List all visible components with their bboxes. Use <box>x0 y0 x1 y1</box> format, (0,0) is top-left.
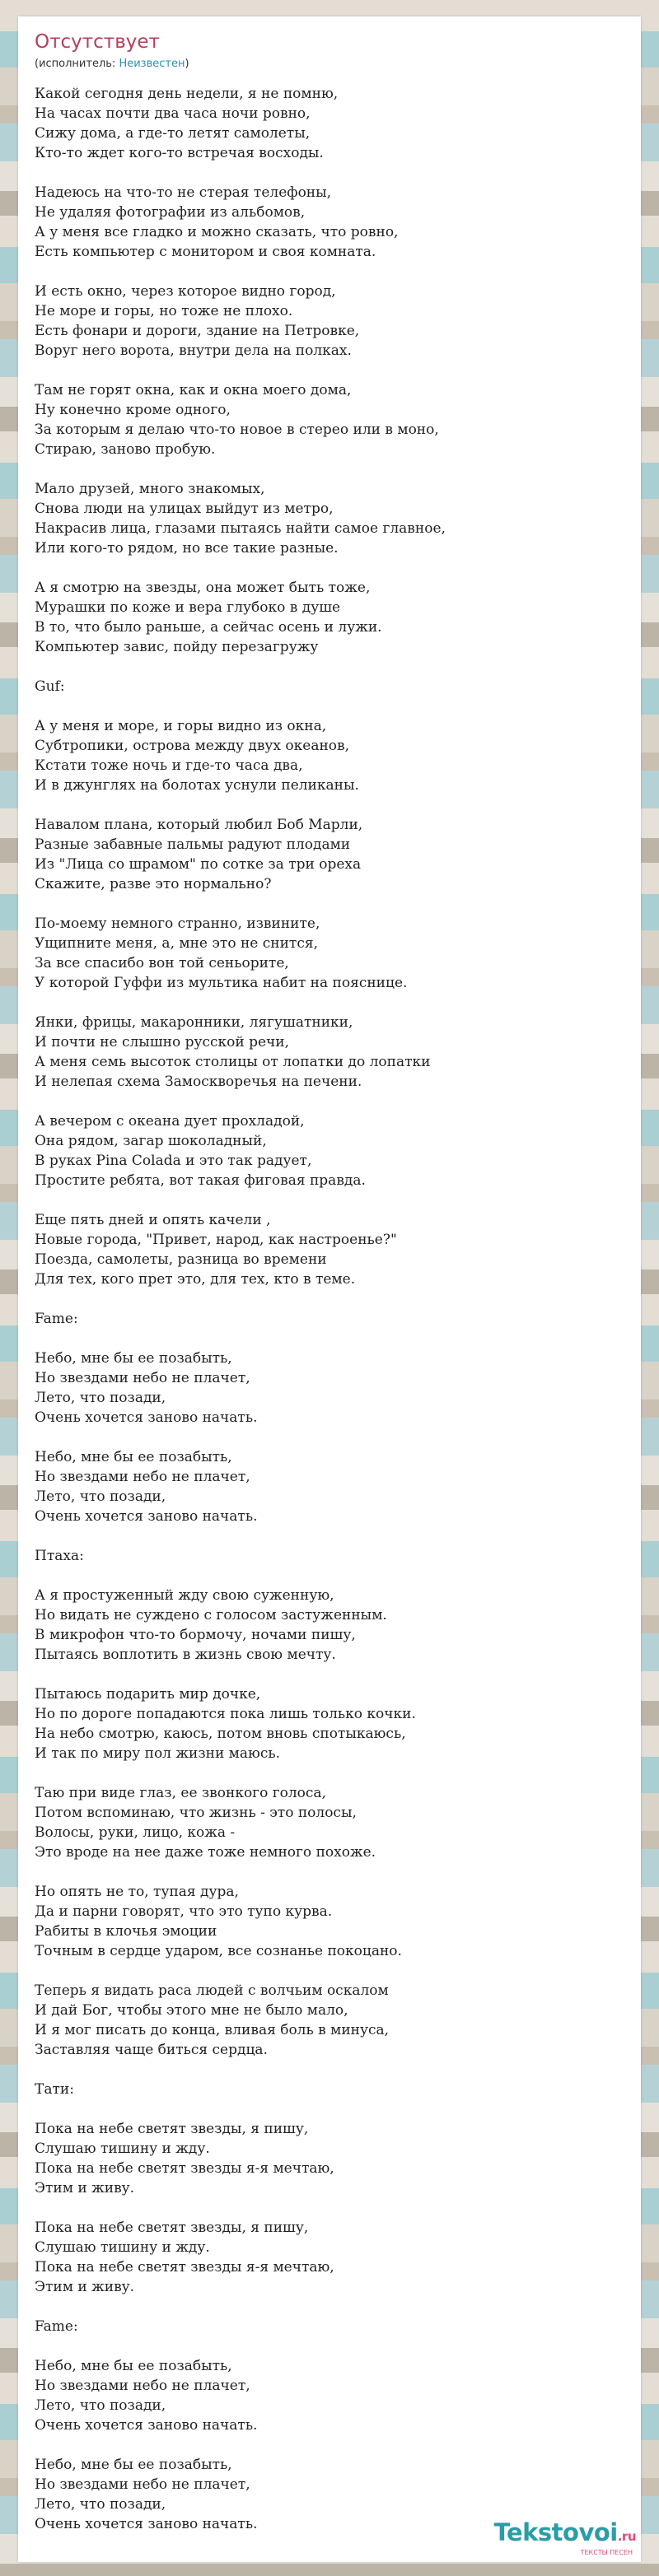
lyrics-line: Пока на небе светят звезды я-я мечтаю, <box>35 2259 334 2276</box>
lyrics-line: Лето, что позади, <box>35 2496 166 2513</box>
lyrics-line: На часах почти два часа ночи ровно, <box>35 105 311 122</box>
lyrics-stanza <box>35 2119 624 2198</box>
lyrics-line: Не удаляя фотографии из альбомов, <box>35 204 306 221</box>
logo-wordmark <box>494 2520 636 2549</box>
lyrics-line: Не море и горы, но тоже не плохо. <box>35 303 293 319</box>
lyrics-line: Накрасив лица, глазами пытаясь найти самое главное, <box>35 520 446 537</box>
lyrics-line: Потом вспоминаю, что жизнь - это полосы, <box>35 1805 357 1821</box>
lyrics-line: Да и парни говорят, что это тупо курва. <box>35 1903 333 1920</box>
logo-main-text: Tekstovoi <box>493 2518 618 2546</box>
artist-line <box>35 58 189 71</box>
lyrics-line: Есть фонари и дороги, здание на Петровке, <box>35 323 360 339</box>
lyrics-line: Очень хочется заново начать. <box>35 2516 258 2532</box>
lyrics-stanza <box>35 479 624 558</box>
lyrics-stanza <box>35 1349 624 1428</box>
lyrics-line: Волосы, руки, лицо, кожа - <box>35 1824 236 1841</box>
lyrics-line: Этим и живу. <box>35 2180 135 2196</box>
lyrics-line: Очень хочется заново начать. <box>35 2417 258 2434</box>
lyrics-line: Заставляя чаще биться сердца. <box>35 2042 268 2058</box>
artist-link[interactable]: Неизвестен <box>119 58 185 70</box>
logo-tagline: ТЕКСТЫ ПЕСЕН <box>580 2549 633 2556</box>
lyrics-line: Тати: <box>35 2081 74 2098</box>
lyrics-stanza <box>35 2218 624 2297</box>
lyrics-line: Из "Лица со шрамом" по сотке за три ореха <box>35 856 362 873</box>
lyrics-line: А меня семь высоток столицы от лопатки до лопатки <box>35 1054 431 1070</box>
lyrics-line: И так по миру пол жизни маюсь. <box>35 1745 281 1762</box>
lyrics-stanza <box>35 578 624 657</box>
lyrics-line: Пока на небе светят звезды я-я мечтаю, <box>35 2160 334 2177</box>
lyrics-body <box>35 84 624 2554</box>
lyrics-stanza <box>35 1546 624 1566</box>
lyrics-line: Сижу дома, а где-то летят самолеты, <box>35 125 311 142</box>
lyrics-line: И дай Бог, чтобы этого мне не было мало, <box>35 2002 348 2019</box>
lyrics-line: Воруг него ворота, внутри дела на полках. <box>35 342 352 359</box>
lyrics-line: Для тех, кого прет это, для тех, кто в теме. <box>35 1271 356 1288</box>
lyrics-stanza <box>35 183 624 262</box>
lyrics-line: В руках Pina Colada и это так радует, <box>35 1153 312 1169</box>
lyrics-line: Пока на небе светят звезды, я пишу, <box>35 2220 309 2236</box>
lyrics-line: Пока на небе светят звезды, я пишу, <box>35 2121 309 2137</box>
lyrics-stanza <box>35 1684 624 1763</box>
lyrics-line: Таю при виде глаз, ее звонкого голоса, <box>35 1785 326 1801</box>
lyrics-line: За все спасибо вон той сеньорите, <box>35 955 289 971</box>
lyrics-line: Ну конечно кроме одного, <box>35 402 231 418</box>
lyrics-line: Слушаю тишину и жду. <box>35 2239 210 2256</box>
lyrics-line: Лето, что позади, <box>35 1390 166 1406</box>
song-title: Отсутствует <box>35 31 160 53</box>
lyrics-stanza <box>35 1586 624 1665</box>
lyrics-line: Снова люди на улицах выйдут из метро, <box>35 501 334 517</box>
lyrics-line: Fame: <box>35 2318 78 2335</box>
lyrics-line: Точным в сердце ударом, все сознанье покоцано. <box>35 1943 402 1959</box>
lyrics-line: Надеюсь на что-то не стерая телефоны, <box>35 184 332 201</box>
lyrics-stanza <box>35 84 624 163</box>
lyrics-stanza <box>35 1210 624 1289</box>
lyrics-stanza <box>35 380 624 459</box>
lyrics-stanza <box>35 2356 624 2435</box>
lyrics-line: Поезда, самолеты, разница во времени <box>35 1251 327 1268</box>
artist-suffix: ) <box>185 58 189 70</box>
lyrics-line: Очень хочется заново начать. <box>35 1409 258 1426</box>
artist-prefix: (исполнитель: <box>35 58 119 70</box>
lyrics-line: Есть компьютер с монитором и своя комната. <box>35 244 376 260</box>
lyrics-line: Ущипните меня, а, мне это не снится, <box>35 935 318 952</box>
lyrics-line: Guf: <box>35 678 65 695</box>
lyrics-line: В то, что было раньше, а сейчас осень и лужи. <box>35 619 382 636</box>
lyrics-line: Но звездами небо не плачет, <box>35 2378 250 2394</box>
lyrics-stanza <box>35 677 624 696</box>
lyrics-stanza <box>35 716 624 795</box>
logo-tld: .ru <box>617 2529 636 2544</box>
lyrics-line: А вечером с океана дует прохладой, <box>35 1113 305 1130</box>
lyrics-line: Навалом плана, который любил Боб Марли, <box>35 817 363 833</box>
lyrics-line: Мало друзей, много знакомых, <box>35 481 265 497</box>
site-logo[interactable] <box>494 2520 636 2556</box>
lyrics-line: Очень хочется заново начать. <box>35 1508 258 1525</box>
lyrics-line: Лето, что позади, <box>35 1488 166 1505</box>
lyrics-line: Стираю, заново пробую. <box>35 441 216 458</box>
lyrics-line: Или кого-то рядом, но все такие разные. <box>35 540 339 557</box>
lyrics-card <box>18 16 641 2562</box>
lyrics-line: И нелепая схема Замоскворечья на печени. <box>35 1074 362 1090</box>
lyrics-line: Пытаюсь подарить мир дочке, <box>35 1686 261 1703</box>
lyrics-stanza <box>35 282 624 361</box>
lyrics-line: Лето, что позади, <box>35 2397 166 2414</box>
lyrics-line: Слушаю тишину и жду. <box>35 2140 210 2157</box>
lyrics-line: Теперь я видать раса людей с волчьим оскалом <box>35 1982 389 1999</box>
lyrics-line: И есть окно, через которое видно город, <box>35 283 336 300</box>
lyrics-line: Какой сегодня день недели, я не помню, <box>35 86 339 102</box>
lyrics-stanza <box>35 2317 624 2336</box>
lyrics-line: А я смотрю на звезды, она может быть тоже, <box>35 580 371 596</box>
lyrics-line: И в джунглях на болотах уснули пеликаны. <box>35 777 359 794</box>
lyrics-stanza <box>35 1013 624 1092</box>
lyrics-line: Компьютер завис, пойду перезагружу <box>35 639 319 655</box>
lyrics-line: На небо смотрю, каюсь, потом вновь спотыкаюсь, <box>35 1726 406 1742</box>
lyrics-stanza <box>35 1882 624 1961</box>
lyrics-line: Небо, мне бы ее позабыть, <box>35 2457 232 2473</box>
lyrics-line: Мурашки по коже и вера глубоко в душе <box>35 599 341 616</box>
lyrics-line: Но по дороге попадаются пока лишь только кочки. <box>35 1706 416 1722</box>
lyrics-line: Субтропики, острова между двух океанов, <box>35 738 350 754</box>
lyrics-line: По-моему немного странно, извините, <box>35 915 320 932</box>
lyrics-line: Но опять не то, тупая дура, <box>35 1884 239 1900</box>
lyrics-line: А у меня все гладко и можно сказать, что ровно, <box>35 224 399 240</box>
lyrics-line: Кто-то ждет кого-то встречая восходы. <box>35 145 324 161</box>
lyrics-stanza <box>35 815 624 894</box>
lyrics-stanza <box>35 1447 624 1526</box>
lyrics-line: Но звездами небо не плачет, <box>35 1370 250 1386</box>
lyrics-stanza <box>35 914 624 993</box>
lyrics-line: Скажите, разве это нормально? <box>35 876 272 892</box>
lyrics-line: Еще пять дней и опять качели , <box>35 1212 271 1228</box>
lyrics-line: Небо, мне бы ее позабыть, <box>35 1449 232 1465</box>
lyrics-line: Небо, мне бы ее позабыть, <box>35 2358 232 2374</box>
lyrics-line: Fame: <box>35 1311 78 1327</box>
lyrics-stanza <box>35 1111 624 1190</box>
lyrics-line: Это вроде на нее даже тоже немного похоже. <box>35 1844 376 1861</box>
lyrics-stanza <box>35 2080 624 2099</box>
lyrics-line: Простите ребята, вот такая фиговая правда. <box>35 1172 366 1189</box>
lyrics-line: А я простуженный жду свою суженную, <box>35 1587 334 1604</box>
lyrics-line: И я мог писать до конца, вливая боль в минуса, <box>35 2022 390 2038</box>
lyrics-line: И почти не слышно русской речи, <box>35 1034 290 1050</box>
lyrics-line: У которой Гуффи из мультика набит на пояснице. <box>35 975 408 991</box>
lyrics-line: Новые города, "Привет, народ, как настроенье?" <box>35 1232 397 1248</box>
lyrics-line: Она рядом, загар шоколадный, <box>35 1133 267 1149</box>
lyrics-line: В микрофон что-то бормочу, ночами пишу, <box>35 1627 356 1643</box>
lyrics-line: Рабиты в клочья эмоции <box>35 1923 217 1940</box>
lyrics-line: Но звездами небо не плачет, <box>35 1469 250 1485</box>
lyrics-line: Но видать не суждено с голосом застуженным. <box>35 1607 387 1623</box>
lyrics-line: Кстати тоже ночь и где-то часа два, <box>35 757 303 774</box>
lyrics-line: Этим и живу. <box>35 2279 135 2295</box>
lyrics-line: А у меня и море, и горы видно из окна, <box>35 718 327 734</box>
lyrics-line: Янки, фрицы, макаронники, лягушатники, <box>35 1014 353 1031</box>
lyrics-stanza <box>35 1981 624 2060</box>
lyrics-stanza <box>35 1309 624 1329</box>
lyrics-stanza <box>35 1783 624 1862</box>
lyrics-line: За которым я делаю что-то новое в стерео или в моно, <box>35 422 439 438</box>
lyrics-line: Там не горят окна, как и окна моего дома, <box>35 382 352 398</box>
lyrics-line: Пытаясь воплотить в жизнь свою мечту. <box>35 1647 336 1663</box>
lyrics-line: Птаха: <box>35 1548 84 1564</box>
lyrics-line: Но звездами небо не плачет, <box>35 2476 250 2493</box>
lyrics-line: Небо, мне бы ее позабыть, <box>35 1350 232 1367</box>
lyrics-line: Разные забавные пальмы радуют плодами <box>35 836 351 853</box>
